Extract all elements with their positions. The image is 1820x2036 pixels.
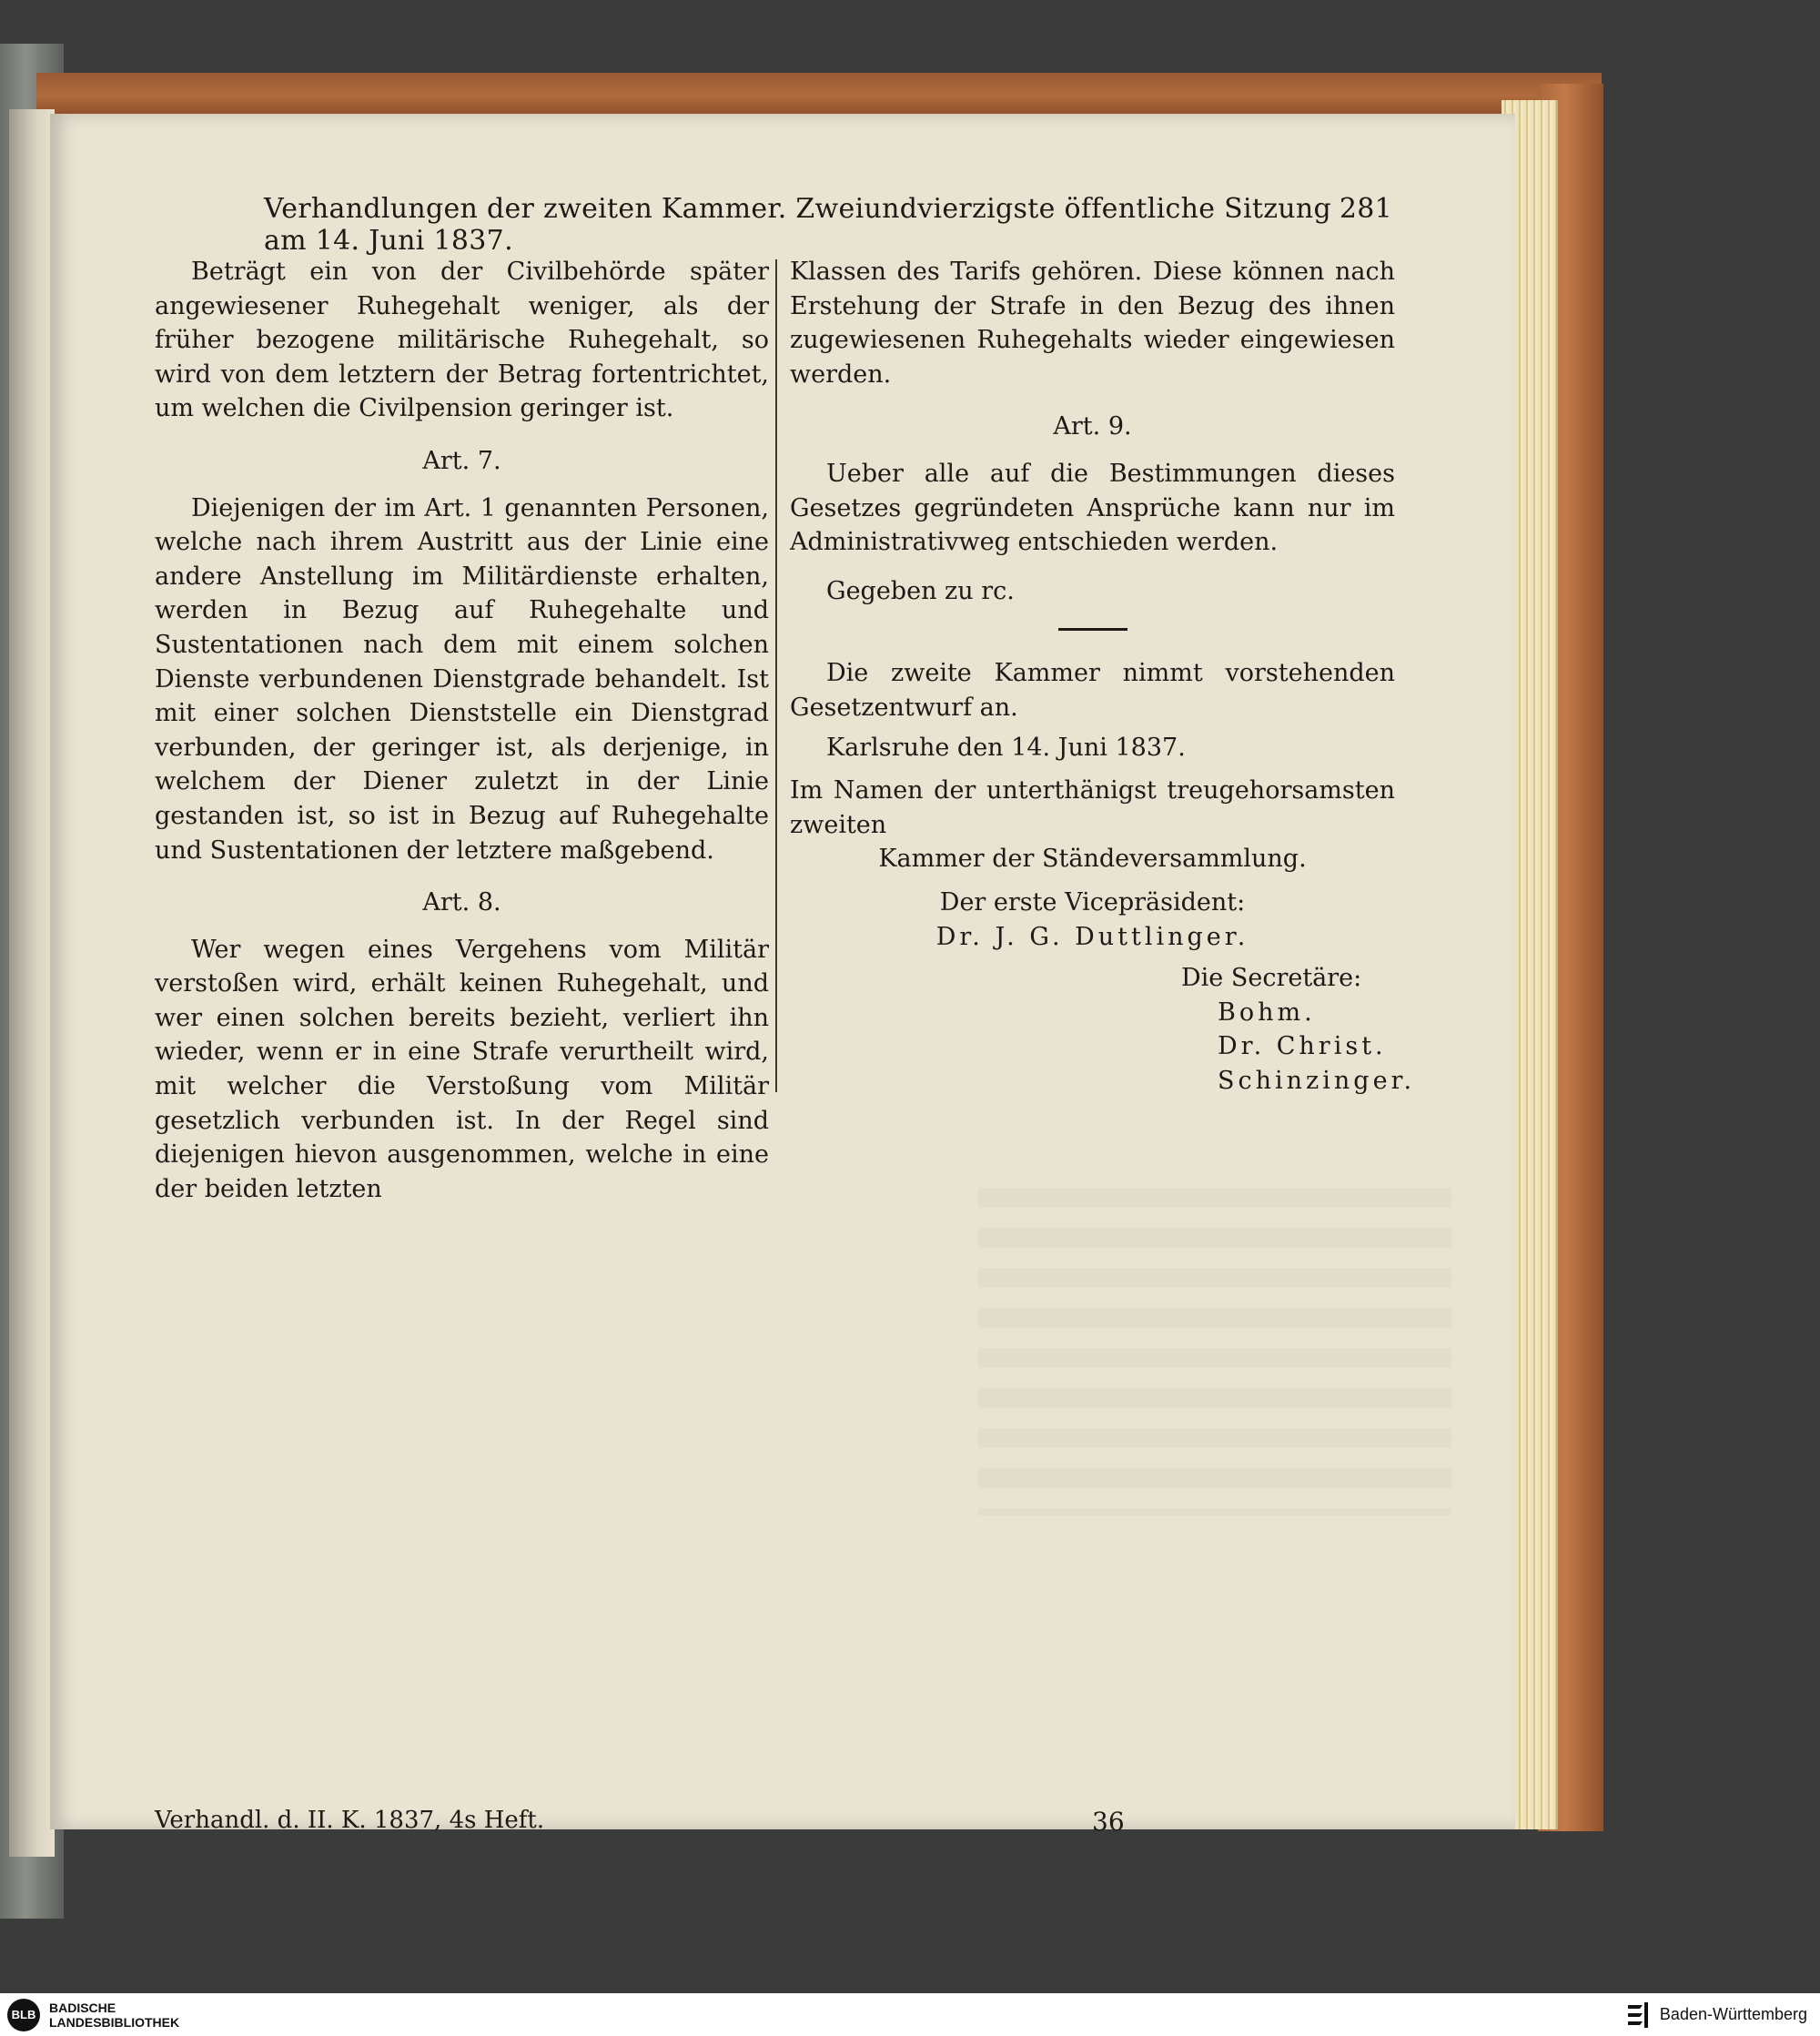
closing-line: Kammer der Ständeversammlung. — [878, 845, 1307, 874]
show-through-bleed — [978, 1188, 1451, 1515]
paragraph: Klassen des Tarifs gehören. Diese können nach Erstehung der Strafe in den Bezug des ihnen zugewiesenen Ruhegehalts wieder eingewiesen werden. — [790, 258, 1395, 389]
blb-badge-icon: BLB — [7, 1999, 40, 2031]
column-divider — [775, 259, 777, 1092]
closing-line: Im Namen der unterthänigst treugehorsamsten zweiten — [790, 776, 1395, 839]
blb-logo[interactable] — [7, 1999, 179, 2031]
secretary-name: Dr. Christ. — [1218, 1032, 1387, 1061]
three-lions-icon — [1625, 2001, 1651, 2030]
footer-signature: Verhandl. d. II. K. 1837, 4s Heft. — [155, 1807, 545, 1834]
secretaries-title: Die Secretäre: — [1181, 964, 1362, 993]
paragraph: Ueber alle auf die Bestimmungen dieses Gesetzes gegründeten Ansprüche kann nur im Administrativweg entschieden werden. — [790, 459, 1395, 557]
article-heading: Art. 8. — [422, 888, 501, 917]
paragraph: Wer wegen eines Vergehens vom Militär verstoßen wird, erhält keinen Ruhegehalt, und wer einen solchen bereits bezieht, verliert ihn wieder, wenn er in eine Strafe verurtheilt wird, mit welcher die Verstoßung vom Militär gesetzlich verbunden ist. In der Regel sind diejenigen hievon ausgenommen, welche in eine der beiden letzten — [155, 935, 769, 1203]
paragraph: Die zweite Kammer nimmt vorstehenden Gesetzentwurf an. — [790, 659, 1395, 722]
state-name: Baden-Württemberg — [1659, 2005, 1807, 2023]
given-line: Gegeben zu rc. — [826, 576, 1015, 605]
library-name — [49, 2001, 179, 2030]
state-logo[interactable] — [1625, 2001, 1807, 2030]
left-column — [155, 255, 769, 1206]
book-cover-top — [36, 73, 1602, 118]
place-date: Karlsruhe den 14. Juni 1837. — [826, 733, 1186, 762]
separator-dash — [1058, 628, 1127, 631]
footer-sheet-number: 36 — [1092, 1807, 1125, 1837]
vicepresident-name: Dr. J. G. Duttlinger. — [935, 922, 1249, 951]
header-title: Verhandlungen der zweiten Kammer. Zweiundvierzigste öffentliche Sitzung am 14. Juni 1837. — [264, 193, 1332, 257]
secretary-name: Bohm. — [1218, 998, 1316, 1027]
viewer-footer-bar — [0, 1993, 1820, 2036]
left-page-fold — [9, 109, 55, 1857]
library-name-line1: BADISCHE — [49, 2000, 116, 2015]
running-header — [264, 193, 1392, 257]
article-heading: Art. 9. — [1053, 412, 1132, 441]
right-column — [790, 255, 1416, 1098]
article-heading: Art. 7. — [422, 446, 501, 475]
page-number: 281 — [1339, 193, 1392, 225]
paragraph: Diejenigen der im Art. 1 genannten Personen, welche nach ihrem Austritt aus der Linie eine andere Anstellung im Militärdienste erhalten, werden in Bezug auf Ruhegehalte und Sustentationen nach dem mit einem solchen Dienste verbundenen Dienstgrade behandelt. Ist mit einer solchen Dienststelle ein Dienstgrad verbunden, der geringer ist, als derjenige, in welchem der Diener zuletzt in der Linie gestanden ist, so ist in Bezug auf Ruhegehalte und Sustentationen der letztere maßgebend. — [155, 493, 769, 865]
vicepresident-title: Der erste Vicepräsident: — [939, 887, 1246, 917]
paragraph: Beträgt ein von der Civilbehörde später angewiesener Ruhegehalt weniger, als der früher bezogene militärische Ruhegehalt, so wird von dem letztern der Betrag fortentrichtet, um welchen die Civilpension geringer ist. — [155, 258, 769, 423]
library-name-line2: LANDESBIBLIOTHEK — [49, 2014, 180, 2030]
secretary-name: Schinzinger. — [1218, 1066, 1416, 1095]
